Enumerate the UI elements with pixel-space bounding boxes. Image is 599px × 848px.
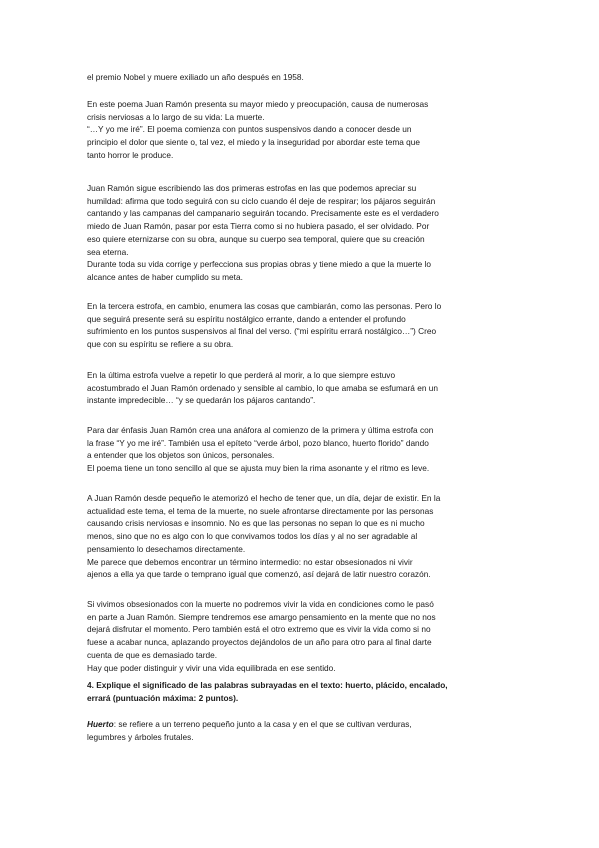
text-line: “…Y yo me iré”. El poema comienza con puntos suspensivos dando a conocer desde un [87,124,412,135]
answer-definition: : se refiere a un terreno pequeño junto a la casa y en el que se cultivan verduras, [113,719,412,729]
text-line: humildad: afirma que todo seguirá con su ciclo cuando él deje de respirar; los pájaros seguirán [87,195,436,206]
text-line: principio el dolor que siente o, tal vez, el miedo y la inseguridad por abordar este tema que [87,137,420,148]
text-line: alcance antes de haber cumplido su meta. [87,271,243,282]
text-line: instante impredecible… “y se quedarán los pájaros cantando”. [87,395,316,406]
text-line: En la tercera estrofa, en cambio, enumera las cosas que cambiarán, como las personas. Pero lo [87,301,442,311]
text-line: eso quiere eternizarse con su obra, aunque su cuerpo sea temporal, quiere que su creación [87,233,425,244]
text-line: Juan Ramón sigue escribiendo las dos primeras estrofas en las que podemos apreciar su [87,183,417,193]
text-line: Me parece que debemos encontrar un término intermedio: no estar obsesionados ni vivir [87,556,413,567]
text-line: En este poema Juan Ramón presenta su mayor miedo y preocupación, causa de numerosas [87,99,429,109]
text-line: cantando y las campanas del campanario seguirán tocando. Precisamente este es el verdadero [87,208,439,219]
answer-first-line [87,718,527,731]
text-line: que seguirá presente será su espíritu nostálgico errante, dando a entender el profundo [87,313,406,324]
text-line: Hay que poder distinguir y vivir una vida equilibrada en ese sentido. [87,662,336,673]
text-line: En la última estrofa vuelve a repetir lo que perderá al morir, a lo que siempre estuvo [87,370,396,380]
paragraph-first-stanzas [87,182,527,284]
text-line: la frase “Y yo me iré”. También usa el epíteto “verde árbol, pozo blanco, huerto florido” dando [87,437,429,448]
text-line: actualidad este tema, el tema de la muerte, no suele afrontarse directamente por las personas [87,505,434,516]
paragraph-third-stanza [87,300,527,351]
text-line: cuenta de que es demasiado tarde. [87,649,218,660]
text-line: El poema tiene un tono sencillo al que se ajusta muy bien la rima asonante y el ritmo es leve. [87,463,430,474]
text-line: Para dar énfasis Juan Ramón crea una anáfora al comienzo de la primera y última estrofa con [87,425,434,435]
text-line: sufrimiento en los puntos suspensivos al final del verso. (“mi espíritu errará nostálgico…”) Creo [87,326,437,337]
text-line: acostumbrado el Juan Ramón ordenado y sensible al cambio, lo que amaba se esfumará en un [87,382,438,393]
text-line: A Juan Ramón desde pequeño le atemorizó el hecho de tener que, un día, dejar de existir. En la [87,493,441,503]
text-line: a entender que los objetos son únicos, personales. [87,450,275,461]
paragraph-opinion [87,492,527,581]
text-line: crisis nerviosas a lo largo de su vida: La muerte. [87,111,265,122]
paragraph-intro [87,71,527,84]
question-heading [87,679,527,704]
paragraph-theme [87,98,527,162]
text-line: menos, sino que no es algo con lo que convivamos todos los días y al no ser agradable al [87,531,418,542]
text-line: sea eterna. [87,246,129,257]
text-line: causando crisis nerviosas e insomnio. No es que las personas no sepan lo que es ni mucho [87,518,425,529]
paragraph-figures [87,424,527,475]
text-line: Si vivimos obsesionados con la muerte no podremos vivir la vida en condiciones como le pasó [87,599,434,609]
text-line: pensamiento lo desechamos directamente. [87,543,246,554]
text-line: Durante toda su vida corrige y perfecciona sus propias obras y tiene miedo a que la muerte lo [87,259,432,270]
answer-term: Huerto [87,719,114,729]
text-line: miedo de Juan Ramón, pasar por esta Tierra como si no hubiera pasado, el ser olvidado. Por [87,221,430,232]
text-line: fuese a acabar nunca, aplazando proyectos dejándolos de un año para otro para al final darte [87,637,432,648]
paragraph-last-stanza [87,369,527,407]
text-line: el premio Nobel y muere exiliado un año después en 1958. [87,72,304,82]
text-line: que con su espíritu se refiere a su obra. [87,339,234,350]
answer-huerto [87,718,527,743]
text-line: dejará disfrutar el momento. Pero también está el otro extremo que es vivir la vida como si no [87,624,431,635]
question-line: errará (puntuación máxima: 2 puntos). [87,692,239,703]
text-line: tanto horror le produce. [87,149,174,160]
text-line: legumbres y árboles frutales. [87,731,194,742]
paragraph-conclusion [87,598,527,674]
text-line: en parte a Juan Ramón. Siempre tendremos ese amargo pensamiento en la mente que no nos [87,611,436,622]
question-line: 4. Explique el significado de las palabras subrayadas en el texto: huerto, plácido, encalado, [87,680,448,690]
text-line: ajenos a ella ya que tarde o temprano igual que comenzó, así dejará de latir nuestro corazón. [87,569,431,580]
